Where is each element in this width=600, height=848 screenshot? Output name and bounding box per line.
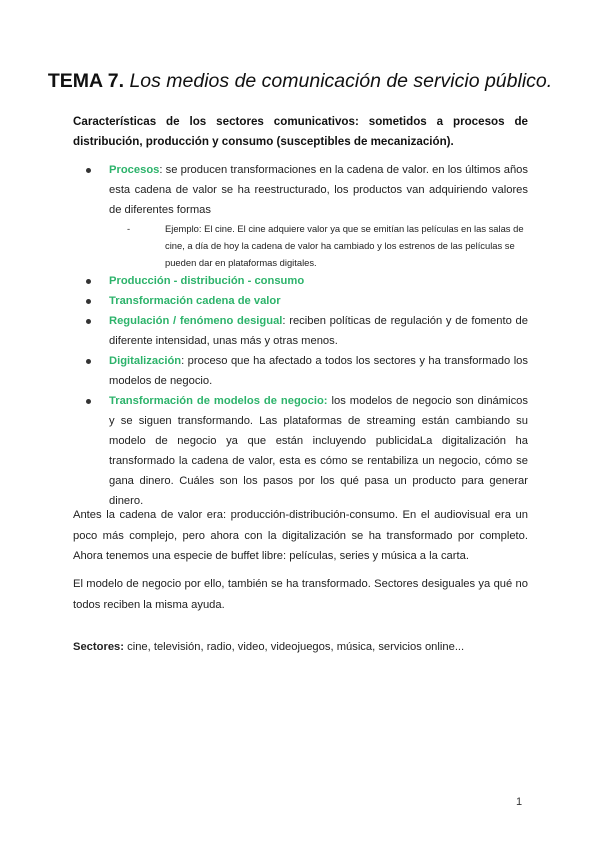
bullet-text: : reciben políticas de regulación y de fomento de diferente intensidad, unas más y otras menos. — [109, 315, 528, 347]
bullet-list — [73, 160, 528, 511]
list-item — [73, 271, 528, 291]
bullet-label: Transformación cadena de valor — [109, 295, 281, 307]
sectors-label: Sectores: — [73, 641, 124, 653]
intro-paragraph: Características de los sectores comunicativos: sometidos a procesos de distribución, producción y consumo (susceptibles de mecanización). — [73, 115, 528, 148]
sectors-text: cine, televisión, radio, video, videojuegos, música, servicios online... — [124, 641, 465, 653]
paragraph-value-chain: Antes la cadena de valor era: producción-distribución-consumo. En el audiovisual era un poco más complejo, pero ahora con la digitalización se ha transformado por completo. Ahora tenemos una especie de buffet libre: películas, series y música a la carta. — [73, 509, 528, 562]
page-number: 1 — [516, 796, 523, 808]
bullet-label: Procesos — [109, 164, 160, 176]
list-item — [73, 391, 528, 511]
example-text: Ejemplo: El cine. El cine adquiere valor ya que se emitían las películas en las salas de cine, a día de hoy la cadena de valor ha cambiado y los estrenos de las películas se pueden dar en plataformas digitales. — [165, 223, 524, 268]
paragraph-sectors — [73, 637, 528, 658]
bullet-icon — [86, 299, 91, 304]
bullet-text: : se producen transformaciones en la cadena de valor. en los últimos años esta cadena de valor se ha reestructurado, los productos van adquiriendo valores de diferentes formas — [109, 164, 528, 216]
bullet-label: Producción - distribución - consumo — [109, 275, 305, 287]
paragraph-business-model: El modelo de negocio por ello, también se ha transformado. Sectores desiguales ya qué no todos reciben la misma ayuda. — [73, 578, 528, 611]
bullet-text: : proceso que ha afectado a todos los sectores y ha transformado los modelos de negocio. — [109, 355, 528, 387]
page-title — [40, 70, 560, 93]
sub-list — [109, 220, 528, 271]
bullet-icon — [86, 319, 91, 324]
bullet-label: Regulación / fenómeno desigual — [109, 315, 283, 327]
bullet-text: los modelos de negocio son dinámicos y se siguen transformando. Las plataformas de streaming están cambiando su modelo de negocio ya que están incluyendo publicidaLa digitalización ha transformado la cadena de valor, esta es cómo se rentabiliza un negocio, cómo se gana dinero. Cuáles son los pasos por los qué pasa un producto para generar dinero. — [109, 395, 528, 507]
bullet-label: Transformación de modelos de negocio: — [109, 395, 328, 407]
sub-list-item — [127, 220, 528, 271]
title-prefix: TEMA 7. — [47, 70, 125, 92]
bullet-label: Digitalización — [109, 355, 182, 367]
title-text: Los medios de comunicación de servicio público. — [129, 70, 553, 92]
list-item — [73, 351, 528, 391]
bullet-icon — [86, 399, 91, 404]
list-item — [73, 160, 528, 271]
bullet-icon — [86, 168, 91, 173]
bullet-icon — [86, 279, 91, 284]
bullet-icon — [86, 359, 91, 364]
list-item — [73, 311, 528, 351]
list-item — [73, 291, 528, 311]
dash-icon: - — [127, 223, 131, 234]
